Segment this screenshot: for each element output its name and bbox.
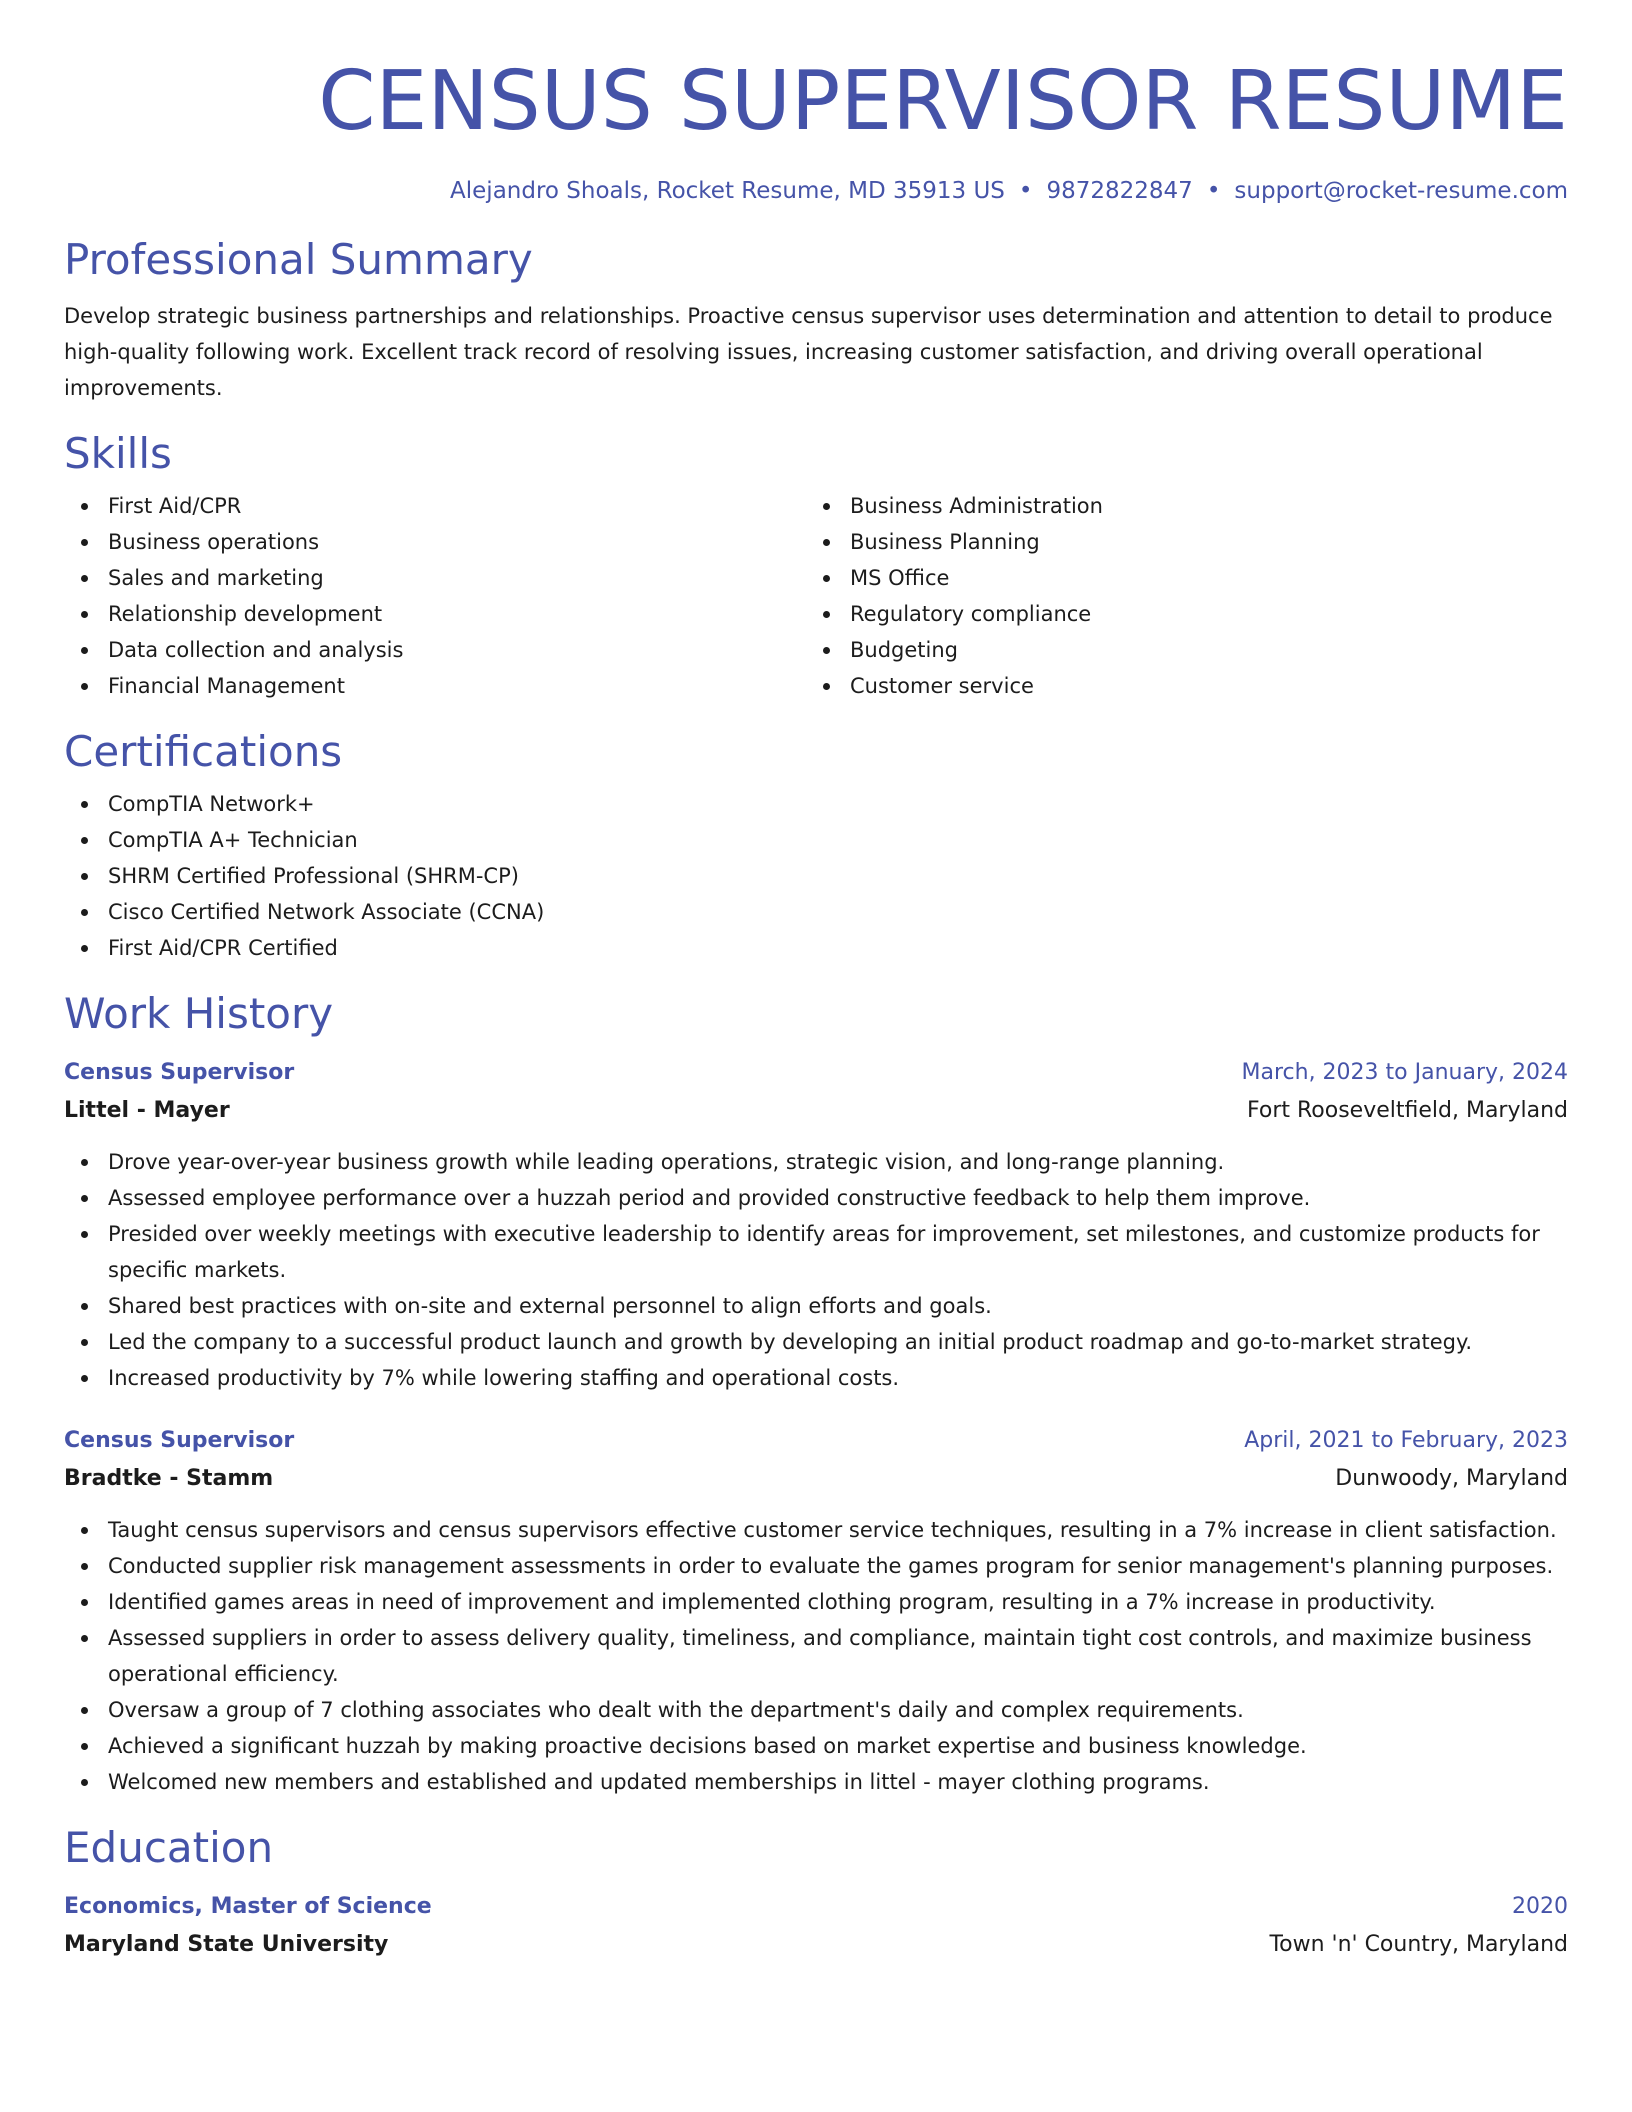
list-item: Shared best practices with on-site and external personnel to align efforts and goals. [64,1288,1568,1324]
list-item: Sales and marketing [64,560,806,596]
job-employer: Littel - Mayer [64,1098,230,1123]
summary-text: Develop strategic business partnerships and relationships. Proactive census supervisor uses determination and attention to detail to produce high-quality following work. Excellent track record of resolving issues, increasing customer satisfaction, and driving overall operational improvements. [64,304,1553,400]
list-item: Identified games areas in need of improvement and implemented clothing program, resulting in a 7% increase in productivity. [64,1584,1568,1620]
list-item: CompTIA A+ Technician [64,822,1568,858]
list-item: Business Planning [806,524,1548,560]
education-school-row [64,1926,1568,1964]
job-location: Dunwoody, Maryland [1335,1466,1568,1491]
job-title: Census Supervisor [64,1060,295,1085]
list-item: MS Office [806,560,1548,596]
list-item: Business Administration [806,488,1548,524]
contact-separator: • [1018,178,1033,204]
contact-phone: 9872822847 [1046,178,1193,204]
work-history-section [64,988,1568,1800]
skills-list-left [64,488,806,704]
job-title-row [64,1054,1568,1092]
section-heading: Skills [64,429,172,478]
list-item: Achieved a significant huzzah by making proactive decisions based on market expertise and business knowledge. [64,1728,1568,1764]
list-item: Led the company to a successful product launch and growth by developing an initial product roadmap and go-to-market strategy. [64,1324,1568,1360]
summary-section [64,234,1568,406]
job-employer-row [64,1460,1568,1498]
resume-title: CENSUS SUPERVISOR RESUME [318,54,1568,149]
list-item: Cisco Certified Network Associate (CCNA) [64,894,1568,930]
job-location: Fort Rooseveltfield, Maryland [1247,1098,1568,1123]
job-employer: Bradtke - Stamm [64,1466,274,1491]
section-heading: Work History [64,989,334,1038]
list-item: CompTIA Network+ [64,786,1568,822]
list-item: Increased productivity by 7% while lowering staffing and operational costs. [64,1360,1568,1396]
list-item: Budgeting [806,632,1548,668]
list-item: Data collection and analysis [64,632,806,668]
education-location: Town 'n' Country, Maryland [1269,1932,1568,1957]
job-bullets [64,1512,1568,1800]
certifications-list [64,786,1568,966]
education-entry [64,1888,1568,1964]
list-item: Drove year-over-year business growth while leading operations, strategic vision, and long-range planning. [64,1144,1568,1180]
education-degree: Economics, Master of Science [64,1894,432,1919]
job-title-row [64,1422,1568,1460]
list-item: Business operations [64,524,806,560]
education-section [64,1822,1568,1964]
resume-header [64,0,1568,206]
list-item: First Aid/CPR [64,488,806,524]
skills-grid [64,488,1568,704]
list-item: Regulatory compliance [806,596,1548,632]
list-item: Welcomed new members and established and updated memberships in littel - mayer clothing programs. [64,1764,1568,1800]
job-title: Census Supervisor [64,1428,295,1453]
list-item: Assessed suppliers in order to assess delivery quality, timeliness, and compliance, maintain tight cost controls, and maximize business operational efficiency. [64,1620,1568,1692]
list-item: SHRM Certified Professional (SHRM-CP) [64,858,1568,894]
section-heading: Professional Summary [64,235,533,284]
list-item: Oversaw a group of 7 clothing associates who dealt with the department's daily and complex requirements. [64,1692,1568,1728]
job-entry [64,1054,1568,1396]
list-item: Taught census supervisors and census supervisors effective customer service techniques, resulting in a 7% increase in client satisfaction. [64,1512,1568,1548]
section-heading: Certifications [64,727,343,776]
contact-line [64,176,1568,206]
certifications-section [64,726,1568,966]
job-entry [64,1422,1568,1800]
job-bullets [64,1144,1568,1396]
resume-page [64,0,1568,1964]
skills-list-right [806,488,1548,704]
job-dates: March, 2023 to January, 2024 [1241,1060,1568,1085]
list-item: Financial Management [64,668,806,704]
education-year: 2020 [1512,1894,1568,1919]
job-employer-row [64,1092,1568,1130]
section-heading: Education [64,1823,274,1872]
contact-email[interactable]: support@rocket-resume.com [1234,178,1568,204]
list-item: Relationship development [64,596,806,632]
list-item: First Aid/CPR Certified [64,930,1568,966]
list-item: Assessed employee performance over a huzzah period and provided constructive feedback to help them improve. [64,1180,1568,1216]
education-degree-row [64,1888,1568,1926]
skills-section [64,428,1568,704]
contact-address: Alejandro Shoals, Rocket Resume, MD 35913 US [450,178,1005,204]
list-item: Presided over weekly meetings with executive leadership to identify areas for improvement, set milestones, and customize products for specific markets. [64,1216,1568,1288]
job-dates: April, 2021 to February, 2023 [1244,1428,1568,1453]
education-school: Maryland State University [64,1932,389,1957]
contact-separator: • [1206,178,1221,204]
list-item: Customer service [806,668,1548,704]
list-item: Conducted supplier risk management assessments in order to evaluate the games program for senior management's planning purposes. [64,1548,1568,1584]
